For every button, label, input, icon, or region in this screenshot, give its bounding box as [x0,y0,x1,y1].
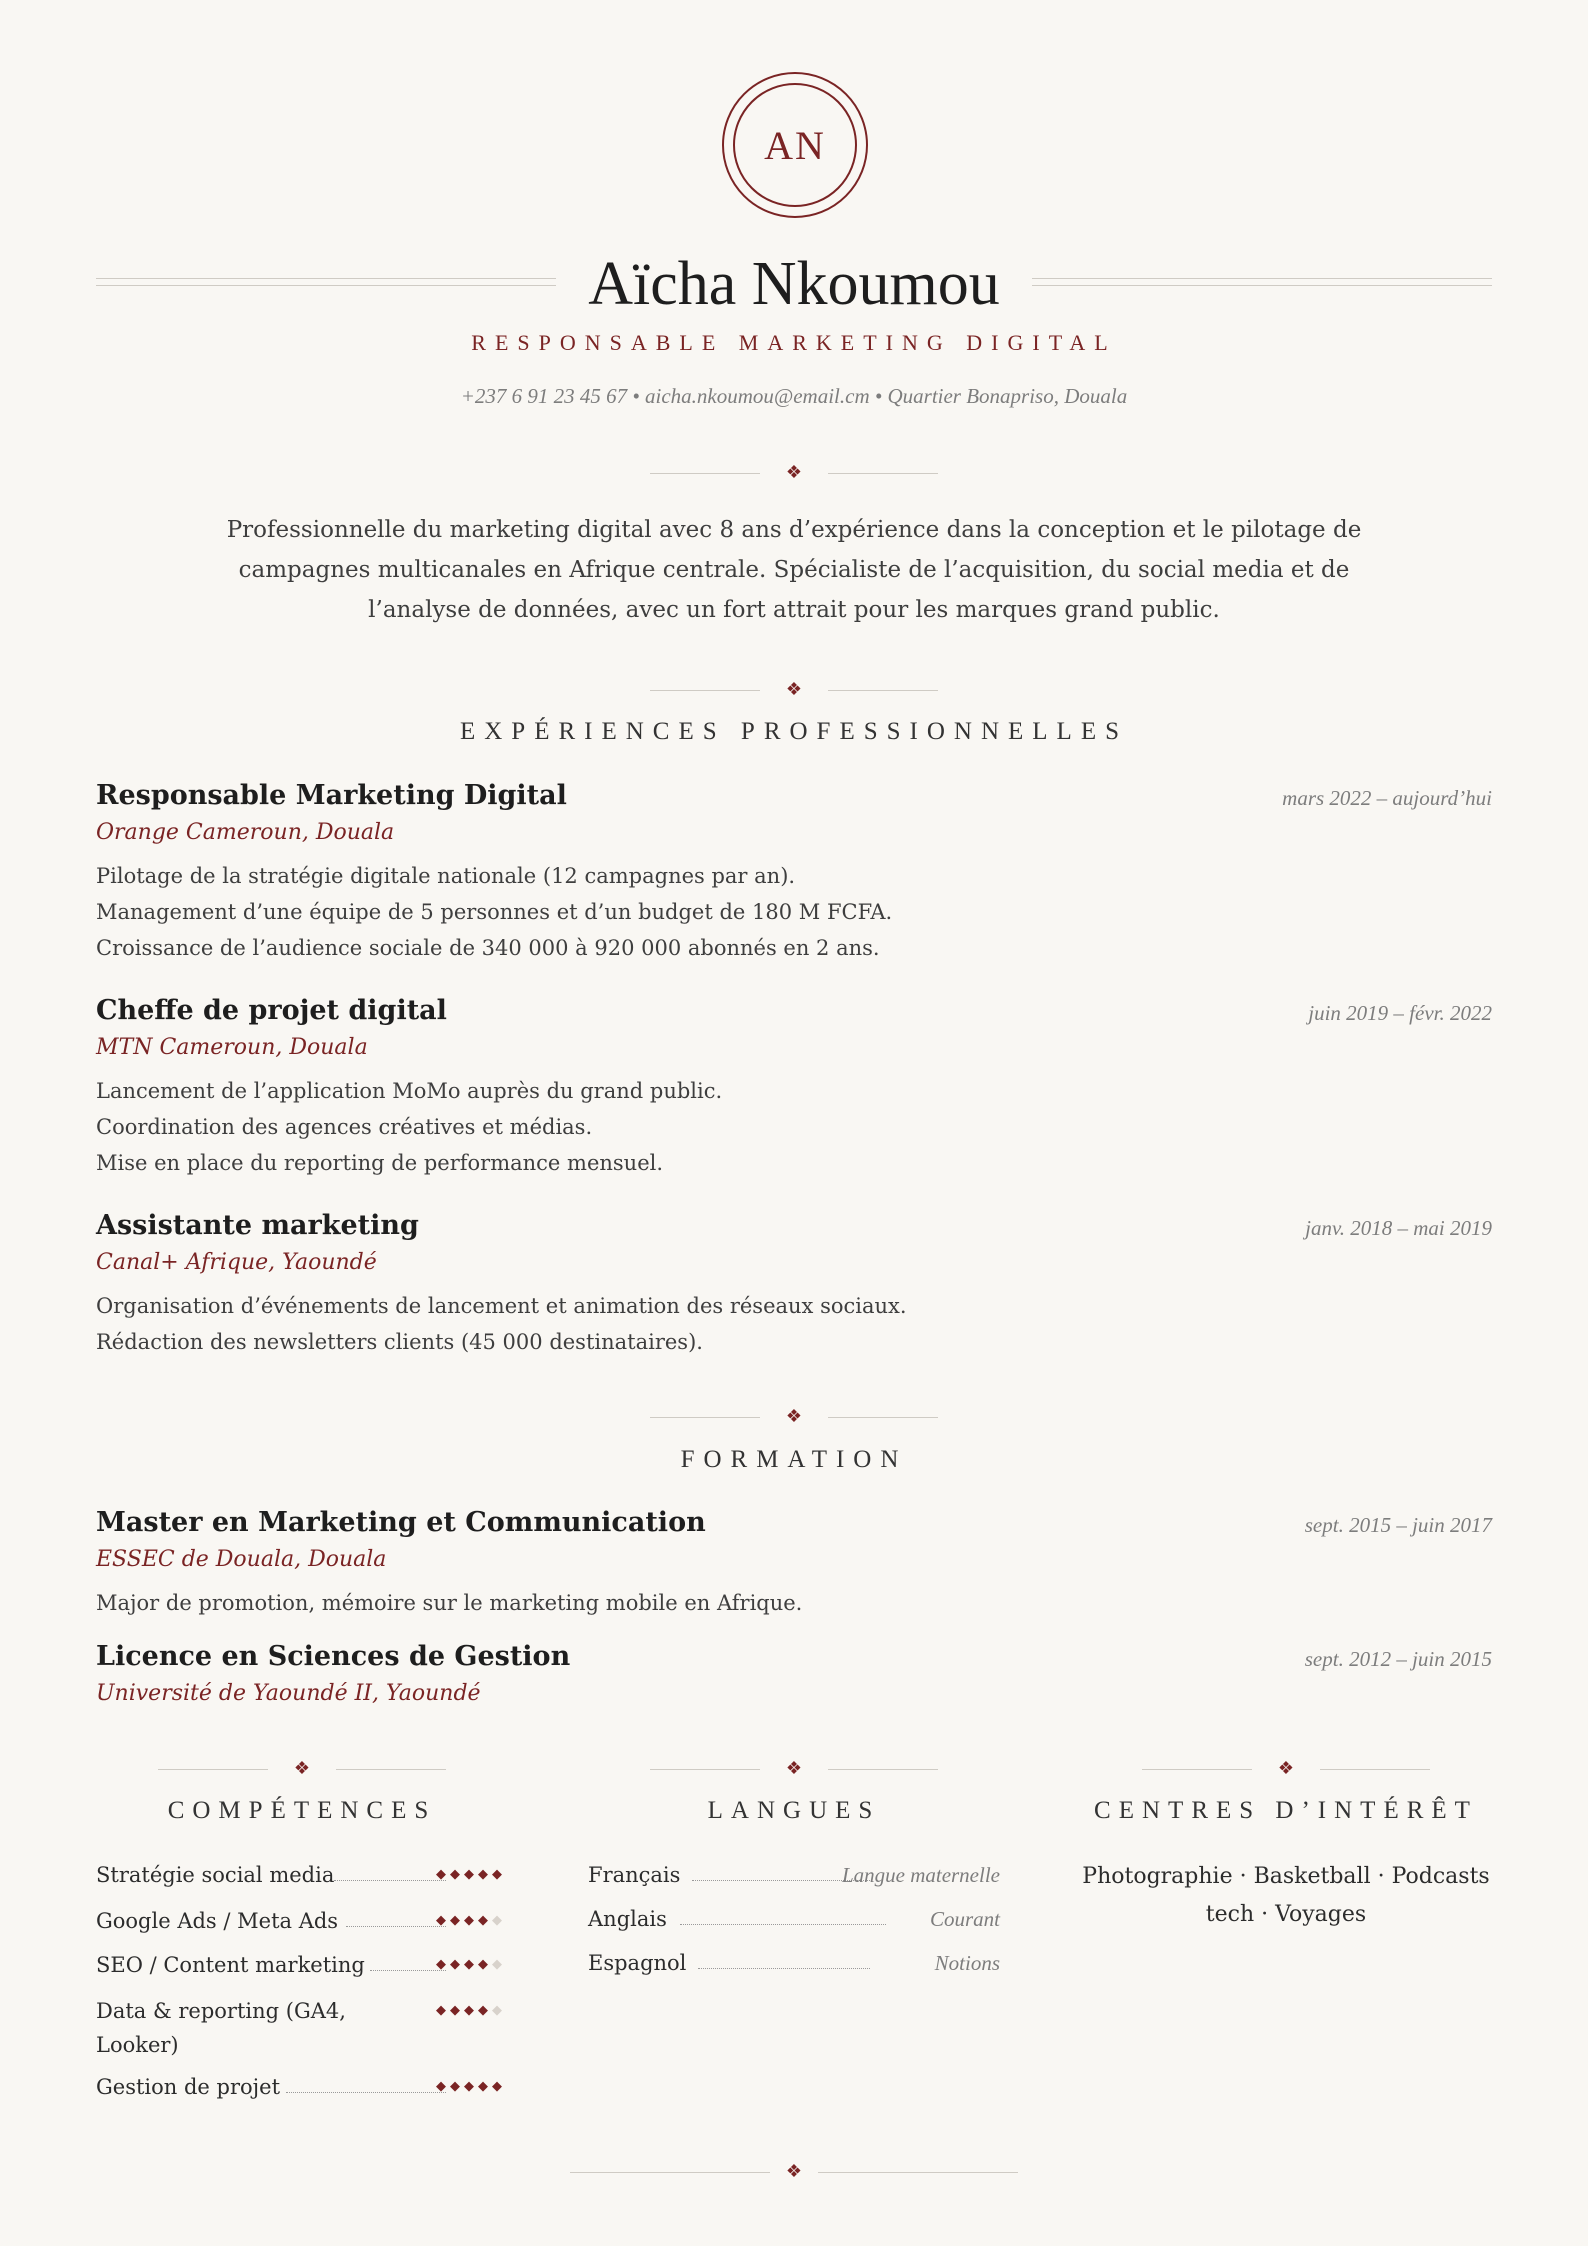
rating-diamond-filled-icon: ◆ [450,1957,464,1972]
rating-diamond-empty-icon: ◆ [492,1913,506,1928]
ornament-divider [650,464,938,484]
rating-diamond-filled-icon: ◆ [492,1867,506,1882]
rating-diamond-empty-icon: ◆ [492,2003,506,2018]
entry-school: ESSEC de Douala, Douala [96,1547,387,1572]
language-row [588,1902,1000,1936]
section-title-education: FORMATION [680,1446,908,1473]
rating-diamond-filled-icon: ◆ [478,1867,492,1882]
rating-diamond-filled-icon: ◆ [450,1867,464,1882]
ornament-icon: ❖ [1277,1758,1295,1779]
language-row [588,1858,1000,1892]
description-line: Croissance de l’audience sociale de 340 000 à 920 000 abonnés en 2 ans. [96,936,880,960]
entry-role: Assistante marketing [96,1210,419,1241]
language-leader [698,1968,870,1969]
rating-diamond-filled-icon: ◆ [478,2079,492,2094]
ornament-icon: ❖ [785,679,803,700]
language-name: Espagnol [588,1951,687,1975]
rating-diamond-filled-icon: ◆ [450,2003,464,2018]
language-name: Français [588,1863,681,1887]
skill-leader [370,1970,446,1971]
entry-dates: sept. 2012 – juin 2015 [1304,1647,1492,1671]
profile-summary: Professionnelle du marketing digital avec 8 ans d’expérience dans la conception et le pilotage de campagnes multicanales en Afrique centrale. Spécialiste de l’acquisition, du social media et de l’analyse de données, avec un fort attrait pour les marques grand public. [226,517,1362,623]
language-level: Langue maternelle [841,1863,1000,1887]
language-name: Anglais [588,1907,667,1931]
entry-description [96,858,892,966]
skill-name: Data & reporting (GA4, Looker) [96,1994,354,2062]
rating-diamond-filled-icon: ◆ [464,1867,478,1882]
description-line: Coordination des agences créatives et médias. [96,1115,593,1139]
rating-diamond-filled-icon: ◆ [436,2003,450,2018]
entry-dates: sept. 2015 – juin 2017 [1304,1513,1492,1537]
language-level: Notions [934,1951,1000,1975]
rating-diamond-filled-icon: ◆ [436,1957,450,1972]
rating-diamond-empty-icon: ◆ [492,1957,506,1972]
ornament-icon: ❖ [785,1406,803,1427]
rating-diamond-filled-icon: ◆ [464,2003,478,2018]
contact-line: +237 6 91 23 45 67 • aicha.nkoumou@email.cm • Quartier Bonapriso, Douala [460,384,1128,408]
description-line: Rédaction des newsletters clients (45 000 destinataires). [96,1330,703,1354]
entry-role: Responsable Marketing Digital [96,780,567,811]
rating-diamond-filled-icon: ◆ [436,1913,450,1928]
entry-dates: janv. 2018 – mai 2019 [1305,1216,1492,1240]
entry-dates: juin 2019 – févr. 2022 [1308,1001,1492,1025]
entry-degree: Licence en Sciences de Gestion [96,1641,571,1672]
ornament-divider [650,1760,938,1780]
rating-diamond-filled-icon: ◆ [478,2003,492,2018]
rating-diamond-filled-icon: ◆ [464,1913,478,1928]
description-line: Organisation d’événements de lancement et animation des réseaux sociaux. [96,1294,907,1318]
name-row [96,244,1492,324]
language-level: Courant [929,1907,1000,1931]
job-title: RESPONSABLE MARKETING DIGITAL [471,330,1117,355]
skill-rating [436,1904,506,1938]
monogram-badge [722,72,868,218]
entry-organization: Canal+ Afrique, Yaoundé [96,1250,377,1275]
entry-degree: Master en Marketing et Communication [96,1507,706,1538]
rating-diamond-filled-icon: ◆ [492,2079,506,2094]
entry-role: Cheffe de projet digital [96,995,447,1026]
skill-name: Stratégie social media [96,1858,342,1892]
description-line: Lancement de l’application MoMo auprès du grand public. [96,1079,723,1103]
description-line: Major de promotion, mémoire sur le marketing mobile en Afrique. [96,1591,803,1615]
section-title-interests: CENTRES D’INTÉRÊT [1094,1797,1478,1824]
rating-diamond-filled-icon: ◆ [478,1957,492,1972]
rating-diamond-filled-icon: ◆ [464,2079,478,2094]
skill-rating [436,1948,506,1982]
skill-name: SEO / Content marketing [96,1948,373,1982]
interests-text: Photographie · Basketball · Podcasts tech · Voyages [1082,1864,1490,1927]
rating-diamond-filled-icon: ◆ [478,1913,492,1928]
rating-diamond-filled-icon: ◆ [436,2079,450,2094]
ornament-divider [650,681,938,701]
skill-rating [436,1994,506,2028]
section-title-languages: LANGUES [707,1797,881,1824]
ornament-icon: ❖ [785,462,803,483]
language-leader [680,1924,886,1925]
entry-description [96,1073,722,1181]
ornament-icon: ❖ [293,1758,311,1779]
ornament-divider-footer [570,2163,1018,2183]
ornament-divider [158,1760,446,1780]
entry-organization: MTN Cameroun, Douala [96,1035,368,1060]
rating-diamond-filled-icon: ◆ [450,2079,464,2094]
language-row [588,1946,1000,1980]
monogram-initials: AN [733,83,857,207]
ornament-divider [1142,1760,1430,1780]
ornament-icon: ❖ [785,2161,803,2182]
section-title-skills: COMPÉTENCES [167,1797,437,1824]
resume-page [96,0,1492,2246]
description-line: Pilotage de la stratégie digitale nationale (12 campagnes par an). [96,864,796,888]
entry-school: Université de Yaoundé II, Yaoundé [96,1681,481,1706]
entry-organization: Orange Cameroun, Douala [96,820,395,845]
entry-description [96,1585,802,1621]
entry-dates: mars 2022 – aujourd’hui [1282,786,1492,810]
ornament-icon: ❖ [785,1758,803,1779]
description-line: Mise en place du reporting de performance mensuel. [96,1151,664,1175]
rating-diamond-filled-icon: ◆ [450,1913,464,1928]
skill-rating [436,2070,506,2104]
skill-leader [346,1926,446,1927]
rating-diamond-filled-icon: ◆ [436,1867,450,1882]
candidate-name: Aïcha Nkoumou [588,250,1000,318]
skill-name: Google Ads / Meta Ads [96,1904,346,1938]
ornament-divider [650,1408,938,1428]
description-line: Management d’une équipe de 5 personnes et d’un budget de 180 M FCFA. [96,900,893,924]
skill-leader [334,1880,446,1881]
skill-name: Gestion de projet [96,2070,288,2104]
skill-rating [436,1858,506,1892]
entry-description [96,1288,907,1360]
section-title-experience: EXPÉRIENCES PROFESSIONNELLES [459,718,1128,745]
skill-leader [286,2092,446,2093]
rating-diamond-filled-icon: ◆ [464,1957,478,1972]
